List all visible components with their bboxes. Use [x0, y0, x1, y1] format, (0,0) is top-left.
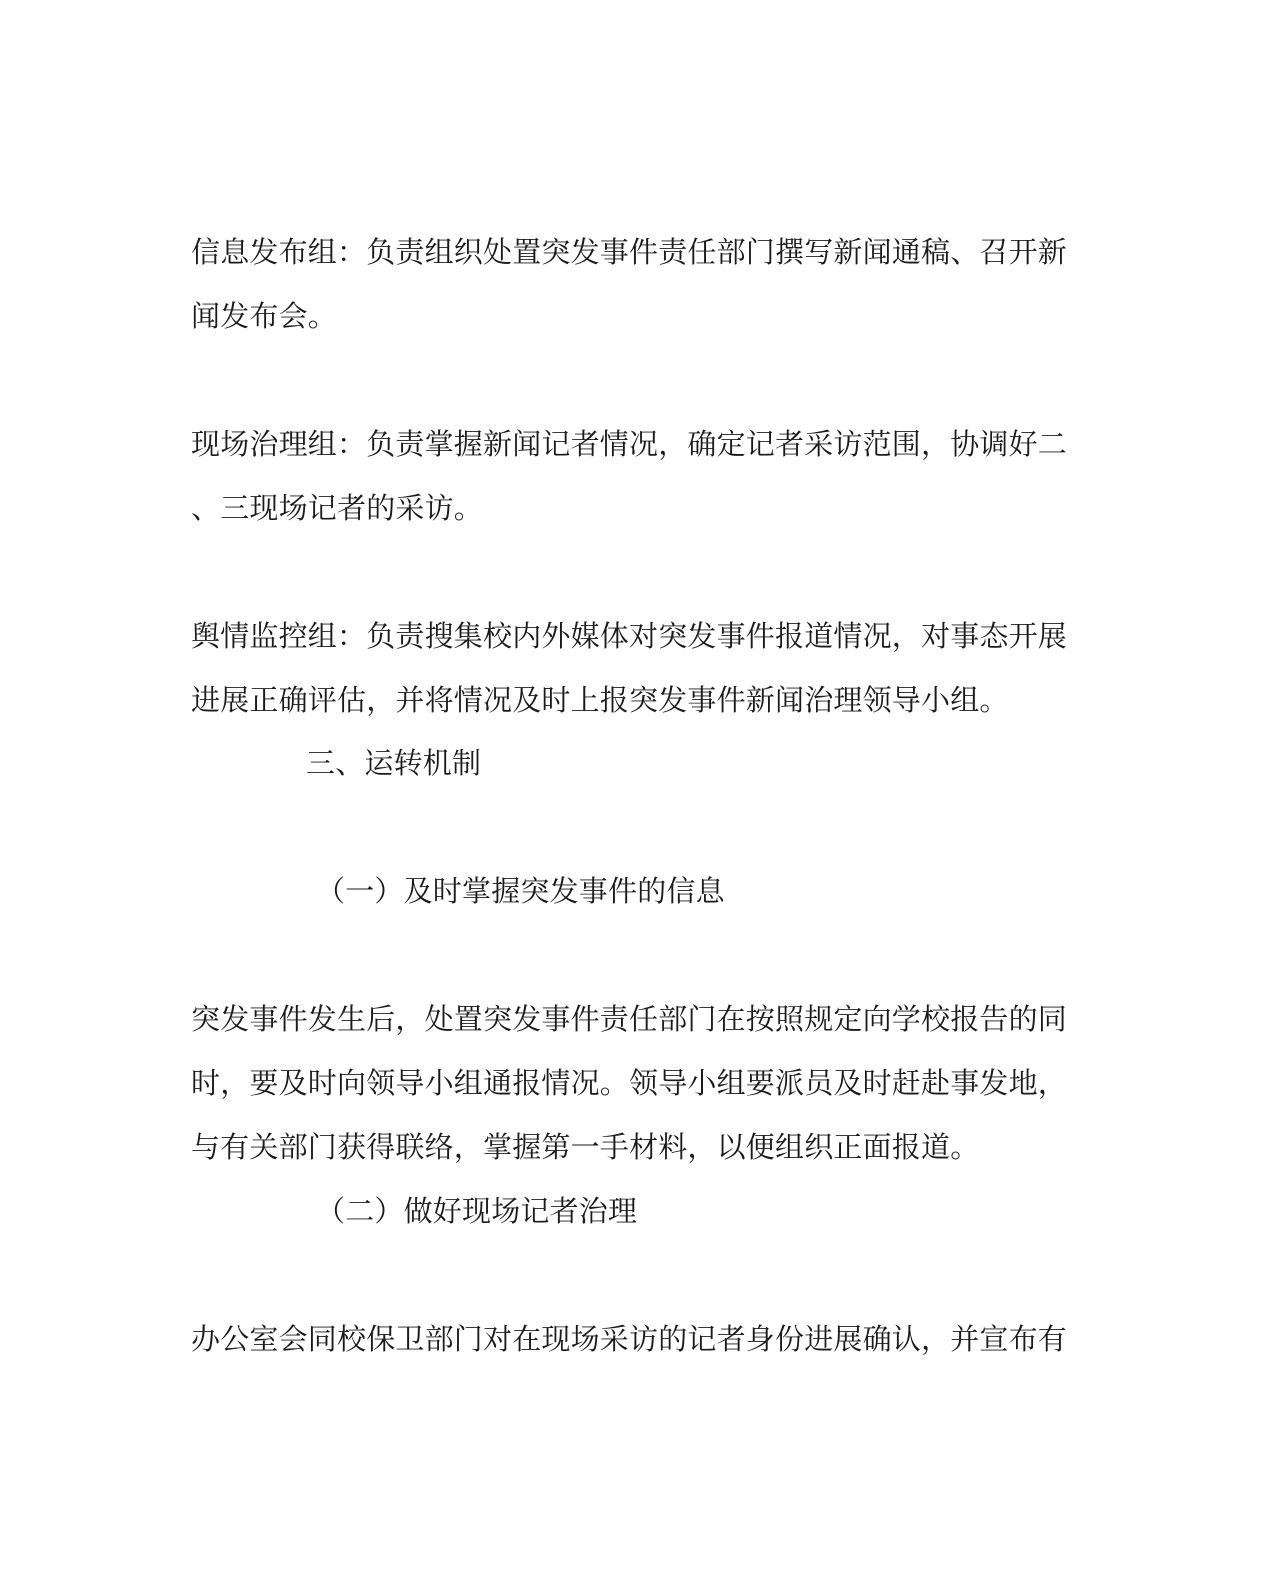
section-heading-operation-mechanism: 三、运转机制: [306, 746, 482, 780]
paragraph-after-incident-line-2: 时，要及时向领导小组通报情况。领导小组要派员及时赶赴事发地，: [191, 1066, 1068, 1100]
paragraph-info-release-line-1: 信息发布组：负责组织处置突发事件责任部门撰写新闻通稿、召开新: [191, 235, 1068, 269]
paragraph-onsite-management-line-2: 、三现场记者的采访。: [191, 491, 484, 525]
subheading-onsite-reporter-management: （二）做好现场记者治理: [316, 1194, 638, 1228]
paragraph-info-release-line-2: 闻发布会。: [191, 299, 338, 333]
paragraph-opinion-monitoring-line-1: 舆情监控组：负责搜集校内外媒体对突发事件报道情况，对事态开展: [191, 619, 1068, 653]
paragraph-opinion-monitoring-line-2: 进展正确评估，并将情况及时上报突发事件新闻治理领导小组。: [191, 683, 1009, 717]
paragraph-after-incident-line-1: 突发事件发生后，处置突发事件责任部门在按照规定向学校报告的同: [191, 1002, 1068, 1036]
paragraph-after-incident-line-3: 与有关部门获得联络，掌握第一手材料，以便组织正面报道。: [191, 1130, 980, 1164]
subheading-timely-grasp-info: （一）及时掌握突发事件的信息: [316, 874, 725, 908]
paragraph-onsite-management-line-1: 现场治理组：负责掌握新闻记者情况，确定记者采访范围，协调好二: [191, 427, 1068, 461]
paragraph-office-security-line-1: 办公室会同校保卫部门对在现场采访的记者身份进展确认，并宣布有: [191, 1322, 1068, 1356]
